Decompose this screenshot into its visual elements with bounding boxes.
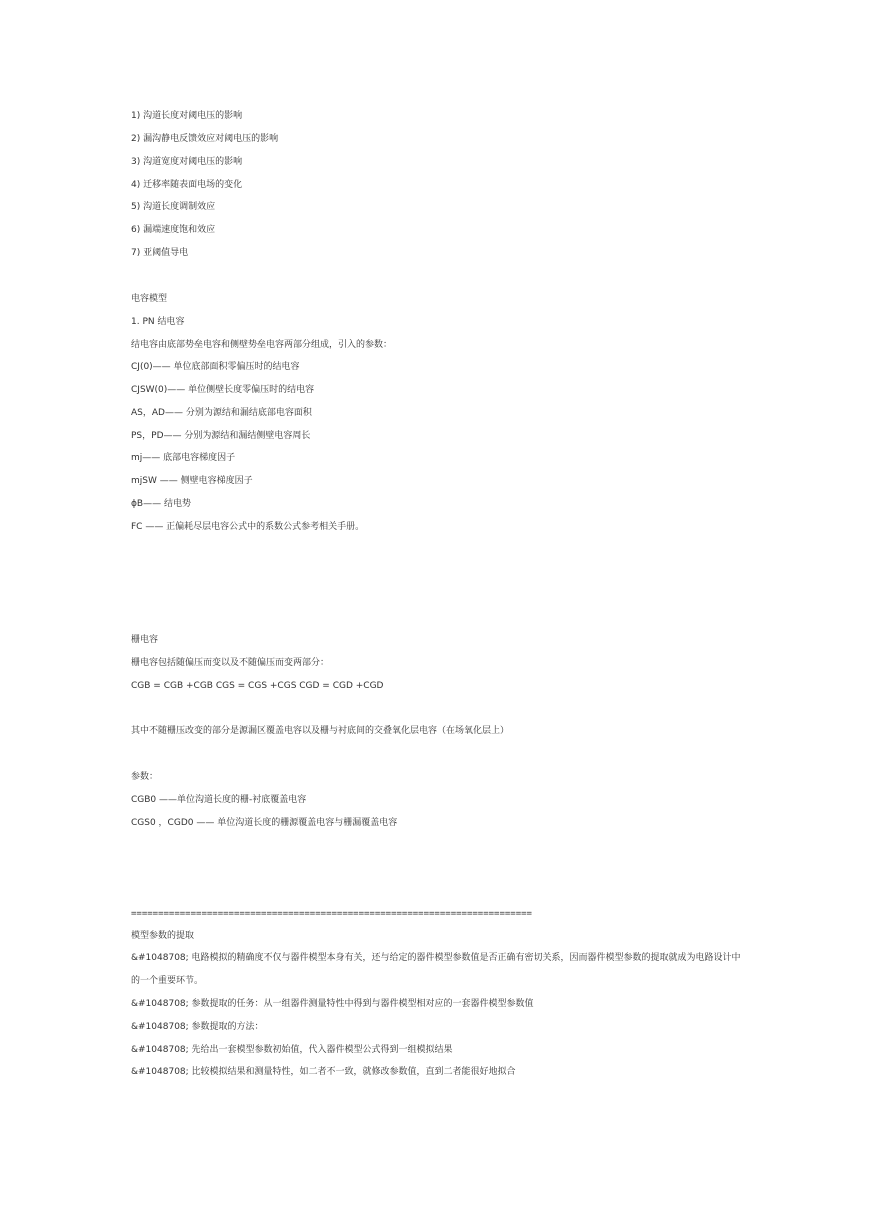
- formula: CGB = CGB +CGB CGS = CGS +CGS CGD = CGD +CGD: [131, 681, 384, 691]
- param-line: mjSW —— 侧壁电容梯度因子: [131, 476, 253, 486]
- list-item: 5) 沟道长度调制效应: [131, 202, 216, 212]
- separator: ==========================================================================: [131, 909, 532, 919]
- bullet-item: &#1048708; 电路模拟的精确度不仅与器件模型本身有关，还与给定的器件模型参数值是否正确有密切关系，因而器件模型参数的提取就成为电路设计中的一个重要环节。: [131, 953, 741, 986]
- subheading-pn-junction: 1. PN 结电容: [131, 317, 185, 327]
- params-label: 参数：: [131, 772, 159, 782]
- param-line: ϕB—— 结电势: [131, 499, 191, 509]
- param-line: PS，PD—— 分别为源结和漏结侧壁电容周长: [131, 431, 311, 441]
- param-line: CJ(0)—— 单位底部面积零偏压时的结电容: [131, 362, 300, 372]
- param-line: CGB0 ——单位沟道长度的栅-衬底覆盖电容: [131, 795, 307, 805]
- paragraph: 结电容由底部势垒电容和侧壁势垒电容两部分组成，引入的参数：: [131, 340, 393, 350]
- bullet-item: &#1048708; 先给出一套模型参数初始值，代入器件模型公式得到一组模拟结果: [131, 1045, 453, 1055]
- param-line: AS，AD—— 分别为源结和漏结底部电容面积: [131, 408, 312, 418]
- paragraph: 栅电容包括随偏压而变以及不随偏压而变两部分：: [131, 658, 330, 668]
- paragraph: 其中不随栅压改变的部分是源漏区覆盖电容以及栅与衬底间的交叠氧化层电容（在场氧化层上）: [131, 726, 510, 736]
- bullet-item: &#1048708; 参数提取的方法：: [131, 1022, 264, 1032]
- section-heading-gate: 栅电容: [131, 635, 159, 645]
- list-item: 2) 漏沟静电反馈效应对阈电压的影响: [131, 134, 279, 144]
- list-item: 3) 沟道宽度对阈电压的影响: [131, 157, 243, 167]
- section-heading-capacitance: 电容模型: [131, 294, 168, 304]
- param-line: CJSW(0)—— 单位侧壁长度零偏压时的结电容: [131, 385, 315, 395]
- param-line: FC —— 正偏耗尽层电容公式中的系数公式参考相关手册。: [131, 522, 365, 532]
- param-line: CGS0 ，CGD0 —— 单位沟道长度的栅源覆盖电容与栅漏覆盖电容: [131, 818, 398, 828]
- bullet-item: &#1048708; 参数提取的任务：从一组器件测量特性中得到与器件模型相对应的一套器件模型参数值: [131, 999, 534, 1009]
- bullet-item: &#1048708; 比较模拟结果和测量特性，如二者不一致，就修改参数值，直到二者能很好地拟合: [131, 1067, 516, 1077]
- list-item: 4) 迁移率随表面电场的变化: [131, 180, 243, 190]
- list-item: 7) 亚阈值导电: [131, 248, 189, 258]
- list-item: 6) 漏端速度饱和效应: [131, 225, 216, 235]
- param-line: mj—— 底部电容梯度因子: [131, 453, 236, 463]
- list-item: 1) 沟道长度对阈电压的影响: [131, 111, 243, 121]
- section-heading-extraction: 模型参数的提取: [131, 931, 195, 941]
